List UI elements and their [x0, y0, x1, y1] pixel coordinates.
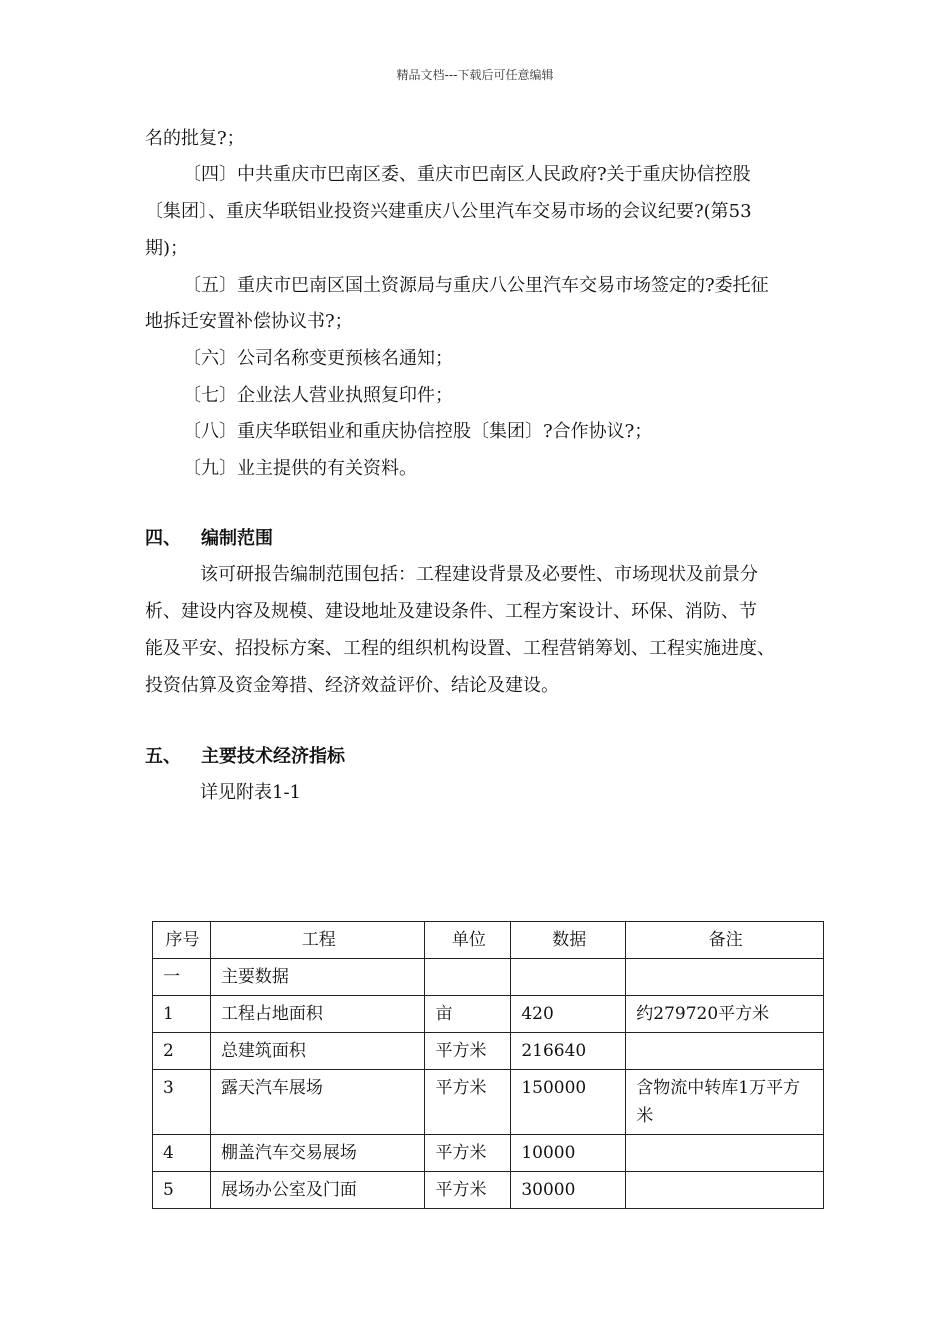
paragraph-line: 投资估算及资金筹措、经济效益评价、结论及建设。: [145, 675, 559, 696]
table-header-row: [153, 922, 824, 959]
table-cell: 总建筑面积: [210, 1033, 425, 1070]
table-cell: [626, 959, 824, 996]
paragraph-line: 期)；: [145, 238, 189, 259]
table-cell: 150000: [511, 1070, 626, 1135]
table-cell: 10000: [511, 1135, 626, 1172]
table-cell: [511, 959, 626, 996]
table-cell: 露天汽车展场: [210, 1070, 425, 1135]
paragraph-line: 析、建设内容及规模、建设地址及建设条件、工程方案设计、环保、消防、节: [145, 601, 757, 622]
table-cell: 展场办公室及门面: [210, 1172, 425, 1209]
section-number: 五、: [145, 746, 181, 767]
table-cell: 1: [153, 996, 211, 1033]
table-cell: 平方米: [425, 1172, 511, 1209]
table-row: [153, 1070, 824, 1135]
table-row: [153, 959, 824, 996]
section-5-heading: [145, 745, 345, 769]
paragraph-line: 能及平安、招投标方案、工程的组织机构设置、工程营销筹划、工程实施进度、: [145, 638, 775, 659]
table-row: [153, 1135, 824, 1172]
page-header: 精品文档---下载后可任意编辑: [396, 68, 554, 82]
table-cell: 含物流中转库1万平方米: [626, 1070, 824, 1135]
paragraph-line: 名的批复?；: [145, 128, 245, 149]
reference-item-9: 〔九〕业主提供的有关资料。: [183, 458, 417, 479]
table-cell: 2: [153, 1033, 211, 1070]
table-cell: 216640: [511, 1033, 626, 1070]
indicator-table: [152, 921, 824, 1209]
paragraph-line: 该可研报告编制范围包括：工程建设背景及必要性、市场现状及前景分: [200, 564, 758, 585]
header-cell: 数据: [511, 922, 626, 959]
table-cell: 一: [153, 959, 211, 996]
table-cell: 主要数据: [210, 959, 425, 996]
reference-item-6: 〔六〕公司名称变更预核名通知；: [183, 348, 453, 369]
reference-item-7: 〔七〕企业法人营业执照复印件；: [183, 385, 453, 406]
header-cell: 序号: [153, 922, 211, 959]
table-cell: 亩: [425, 996, 511, 1033]
table-cell: [626, 1033, 824, 1070]
table-cell: [626, 1135, 824, 1172]
paragraph-line: 地拆迁安置补偿协议书?；: [145, 311, 353, 332]
table-cell: [425, 959, 511, 996]
table-cell: 平方米: [425, 1033, 511, 1070]
table-cell: 420: [511, 996, 626, 1033]
section-title: 编制范围: [201, 528, 273, 549]
table-cell: 平方米: [425, 1135, 511, 1172]
table-cell: 棚盖汽车交易展场: [210, 1135, 425, 1172]
table-reference-note: 详见附表1-1: [200, 782, 301, 803]
section-title: 主要技术经济指标: [201, 746, 345, 767]
header-cell: 备注: [626, 922, 824, 959]
table-cell: 约279720平方米: [626, 996, 824, 1033]
reference-item-5: 〔五〕重庆市巴南区国土资源局与重庆八公里汽车交易市场签定的?委托征: [183, 275, 769, 296]
section-4-heading: [145, 527, 273, 551]
table-cell: 5: [153, 1172, 211, 1209]
header-cell: 单位: [425, 922, 511, 959]
table-row: [153, 996, 824, 1033]
table-row: [153, 1033, 824, 1070]
reference-item-4: 〔四〕中共重庆市巴南区委、重庆市巴南区人民政府?关于重庆协信控股: [183, 164, 751, 185]
table-row: [153, 1172, 824, 1209]
reference-item-8: 〔八〕重庆华联铝业和重庆协信控股〔集团〕?合作协议?；: [183, 421, 653, 442]
section-number: 四、: [145, 528, 181, 549]
table-cell: 30000: [511, 1172, 626, 1209]
table-cell: 工程占地面积: [210, 996, 425, 1033]
table-cell: [626, 1172, 824, 1209]
table-cell: 平方米: [425, 1070, 511, 1135]
paragraph-line: 〔集团〕、重庆华联铝业投资兴建重庆八公里汽车交易市场的会议纪要?(第53: [145, 201, 752, 222]
header-cell: 工程: [210, 922, 425, 959]
table-cell: 4: [153, 1135, 211, 1172]
table-cell: 3: [153, 1070, 211, 1135]
